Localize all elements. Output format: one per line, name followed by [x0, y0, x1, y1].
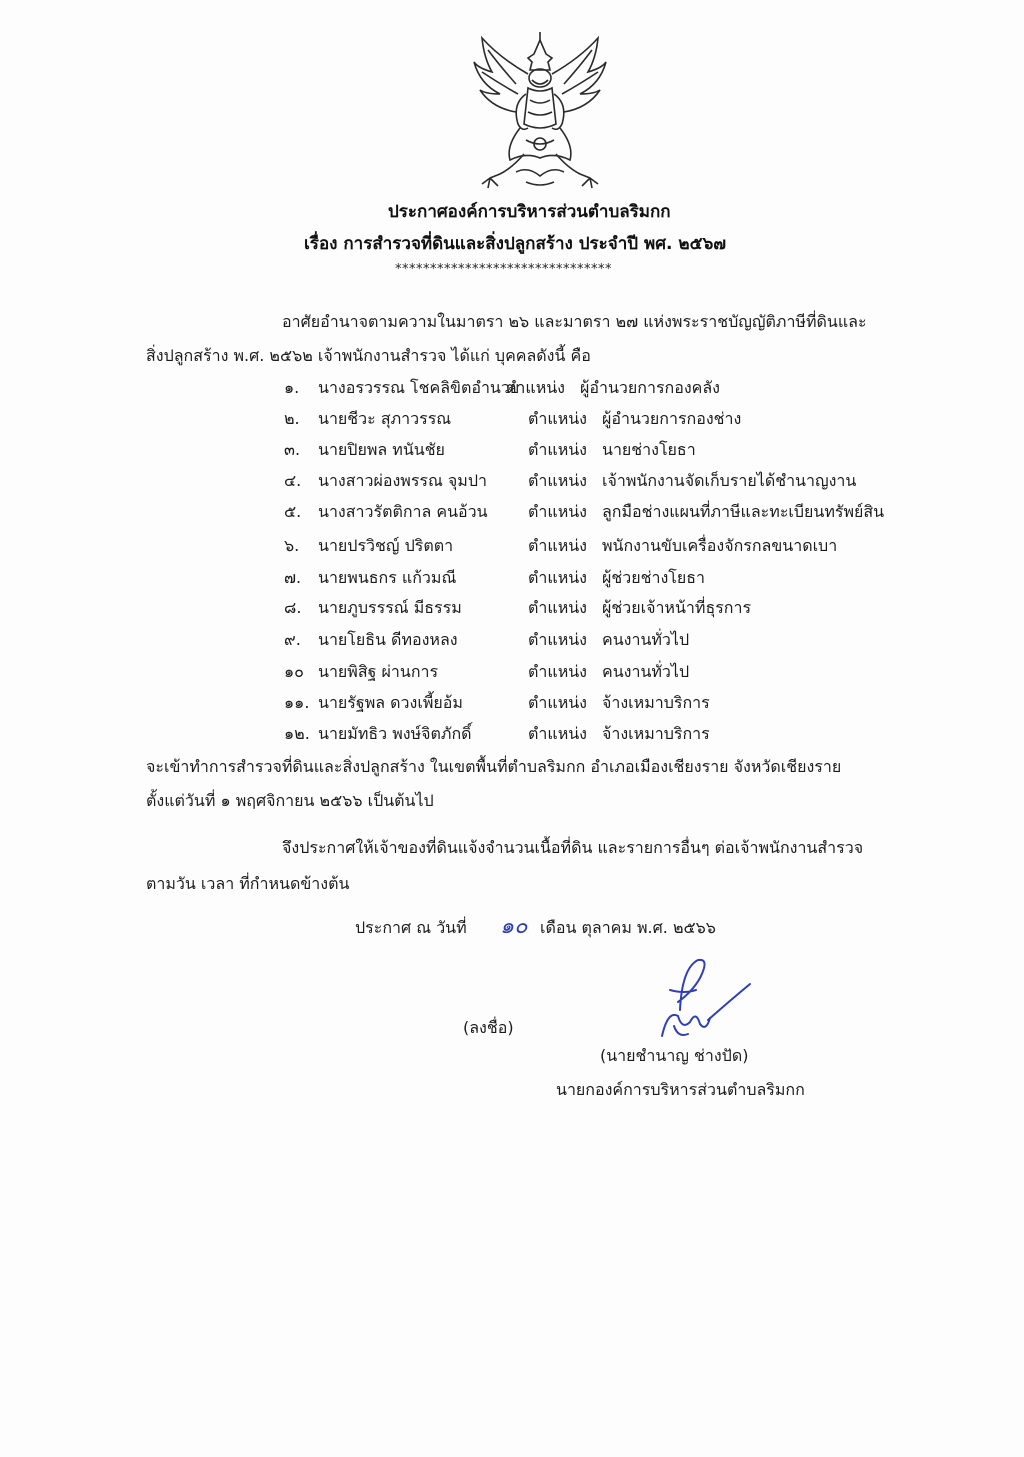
- announcement-day: ๑๐: [500, 914, 528, 939]
- position-label: ตำแหน่ง: [528, 630, 587, 649]
- position-label: ตำแหน่ง: [528, 502, 587, 521]
- staff-name: นายพนธกร แก้วมณี: [318, 568, 457, 587]
- staff-name: นายชีวะ สุภาวรรณ: [318, 409, 452, 428]
- position-label: ตำแหน่ง: [528, 440, 587, 459]
- announcement-title: ประกาศองค์การบริหารส่วนตำบลริมกก: [388, 202, 671, 222]
- staff-position: คนงานทั่วไป: [602, 630, 690, 649]
- position-label: ตำแหน่ง: [506, 378, 565, 397]
- announcement-date-prefix: ประกาศ ณ วันที่: [355, 918, 467, 937]
- staff-position: ผู้ช่วยเจ้าหน้าที่ธุรการ: [602, 598, 752, 617]
- staff-number: ๓.: [284, 440, 301, 459]
- notice-line-2: ตามวัน เวลา ที่กำหนดข้างต้น: [146, 874, 350, 893]
- staff-position: จ้างเหมาบริการ: [602, 693, 710, 712]
- notice-line-1: จึงประกาศให้เจ้าของที่ดินแจ้งจำนวนเนื้อที่ดิน และรายการอื่นๆ ต่อเจ้าพนักงานสำรวจ: [282, 838, 864, 857]
- position-label: ตำแหน่ง: [528, 724, 587, 743]
- sign-label: (ลงชื่อ): [463, 1018, 514, 1037]
- staff-number: ๑.: [284, 378, 300, 397]
- staff-number: ๖.: [284, 536, 300, 555]
- staff-number: ๑๑.: [284, 693, 310, 712]
- staff-position: ผู้อำนวยการกองคลัง: [580, 378, 720, 397]
- garuda-emblem-icon: [470, 28, 610, 198]
- staff-name: นายมัทธิว พงษ์จิตภักดิ์: [318, 724, 472, 743]
- staff-number: ๑๐: [284, 662, 304, 681]
- staff-number: ๑๒.: [284, 724, 310, 743]
- staff-name: นายภูบรรรณ์ มีธรรม: [318, 598, 462, 617]
- position-label: ตำแหน่ง: [528, 568, 587, 587]
- signer-name: (นายชำนาญ ช่างปัด): [600, 1046, 749, 1065]
- survey-start-date: ตั้งแต่วันที่ ๑ พฤศจิกายน ๒๕๖๖ เป็นต้นไป: [146, 791, 434, 810]
- signature-mark-icon: [648, 950, 758, 1045]
- intro-line-2: สิ่งปลูกสร้าง พ.ศ. ๒๕๖๒ เจ้าพนักงานสำรวจ ได้แก่ บุคคลดังนี้ คือ: [146, 346, 591, 365]
- staff-name: นางอรวรรณ โชคลิขิตอำนวย: [318, 378, 520, 397]
- position-label: ตำแหน่ง: [528, 471, 587, 490]
- staff-name: นางสาวรัตติกาล คนอ้วน: [318, 502, 488, 521]
- staff-name: นายปิยพล ทนันชัย: [318, 440, 445, 459]
- position-label: ตำแหน่ง: [528, 598, 587, 617]
- staff-number: ๕.: [284, 502, 302, 521]
- announcement-subject: เรื่อง การสำรวจที่ดินและสิ่งปลูกสร้าง ประจำปี พศ. ๒๕๖๗: [304, 234, 727, 254]
- staff-name: นายปรวิชญ์ ปริตตา: [318, 536, 454, 555]
- position-label: ตำแหน่ง: [528, 409, 587, 428]
- staff-position: ผู้ช่วยช่างโยธา: [602, 568, 705, 587]
- staff-position: เจ้าพนักงานจัดเก็บรายได้ชำนาญงาน: [602, 471, 857, 490]
- staff-number: ๗.: [284, 568, 302, 587]
- staff-number: ๙.: [284, 630, 301, 649]
- staff-position: ลูกมือช่างแผนที่ภาษีและทะเบียนทรัพย์สิน: [602, 502, 885, 521]
- staff-name: นายพิสิฐ ผ่านการ: [318, 662, 439, 681]
- staff-name: นายรัฐพล ดวงเพี้ยอ้ม: [318, 693, 463, 712]
- staff-number: ๔.: [284, 471, 302, 490]
- staff-name: นางสาวผ่องพรรณ จุมปา: [318, 471, 487, 490]
- intro-line-1: อาศัยอำนาจตามความในมาตรา ๒๖ และมาตรา ๒๗ แห่งพระราชบัญญัติภาษีที่ดินและ: [282, 312, 867, 331]
- staff-number: ๒.: [284, 409, 300, 428]
- staff-position: ผู้อำนวยการกองช่าง: [602, 409, 742, 428]
- staff-position: นายช่างโยธา: [602, 440, 696, 459]
- survey-area-line: จะเข้าทำการสำรวจที่ดินและสิ่งปลูกสร้าง ในเขตพื้นที่ตำบลริมกก อำเภอเมืองเชียงราย จังหวัดเชียงราย: [146, 757, 842, 776]
- staff-position: จ้างเหมาบริการ: [602, 724, 710, 743]
- staff-name: นายโยธิน ดีทองหลง: [318, 630, 458, 649]
- staff-number: ๘.: [284, 598, 302, 617]
- staff-position: คนงานทั่วไป: [602, 662, 690, 681]
- title-divider: *******************************: [395, 262, 612, 277]
- position-label: ตำแหน่ง: [528, 662, 587, 681]
- position-label: ตำแหน่ง: [528, 693, 587, 712]
- position-label: ตำแหน่ง: [528, 536, 587, 555]
- signer-title: นายกองค์การบริหารส่วนตำบลริมกก: [556, 1080, 805, 1099]
- announcement-date-suffix: เดือน ตุลาคม พ.ศ. ๒๕๖๖: [540, 918, 716, 937]
- staff-position: พนักงานขับเครื่องจักรกลขนาดเบา: [602, 536, 838, 555]
